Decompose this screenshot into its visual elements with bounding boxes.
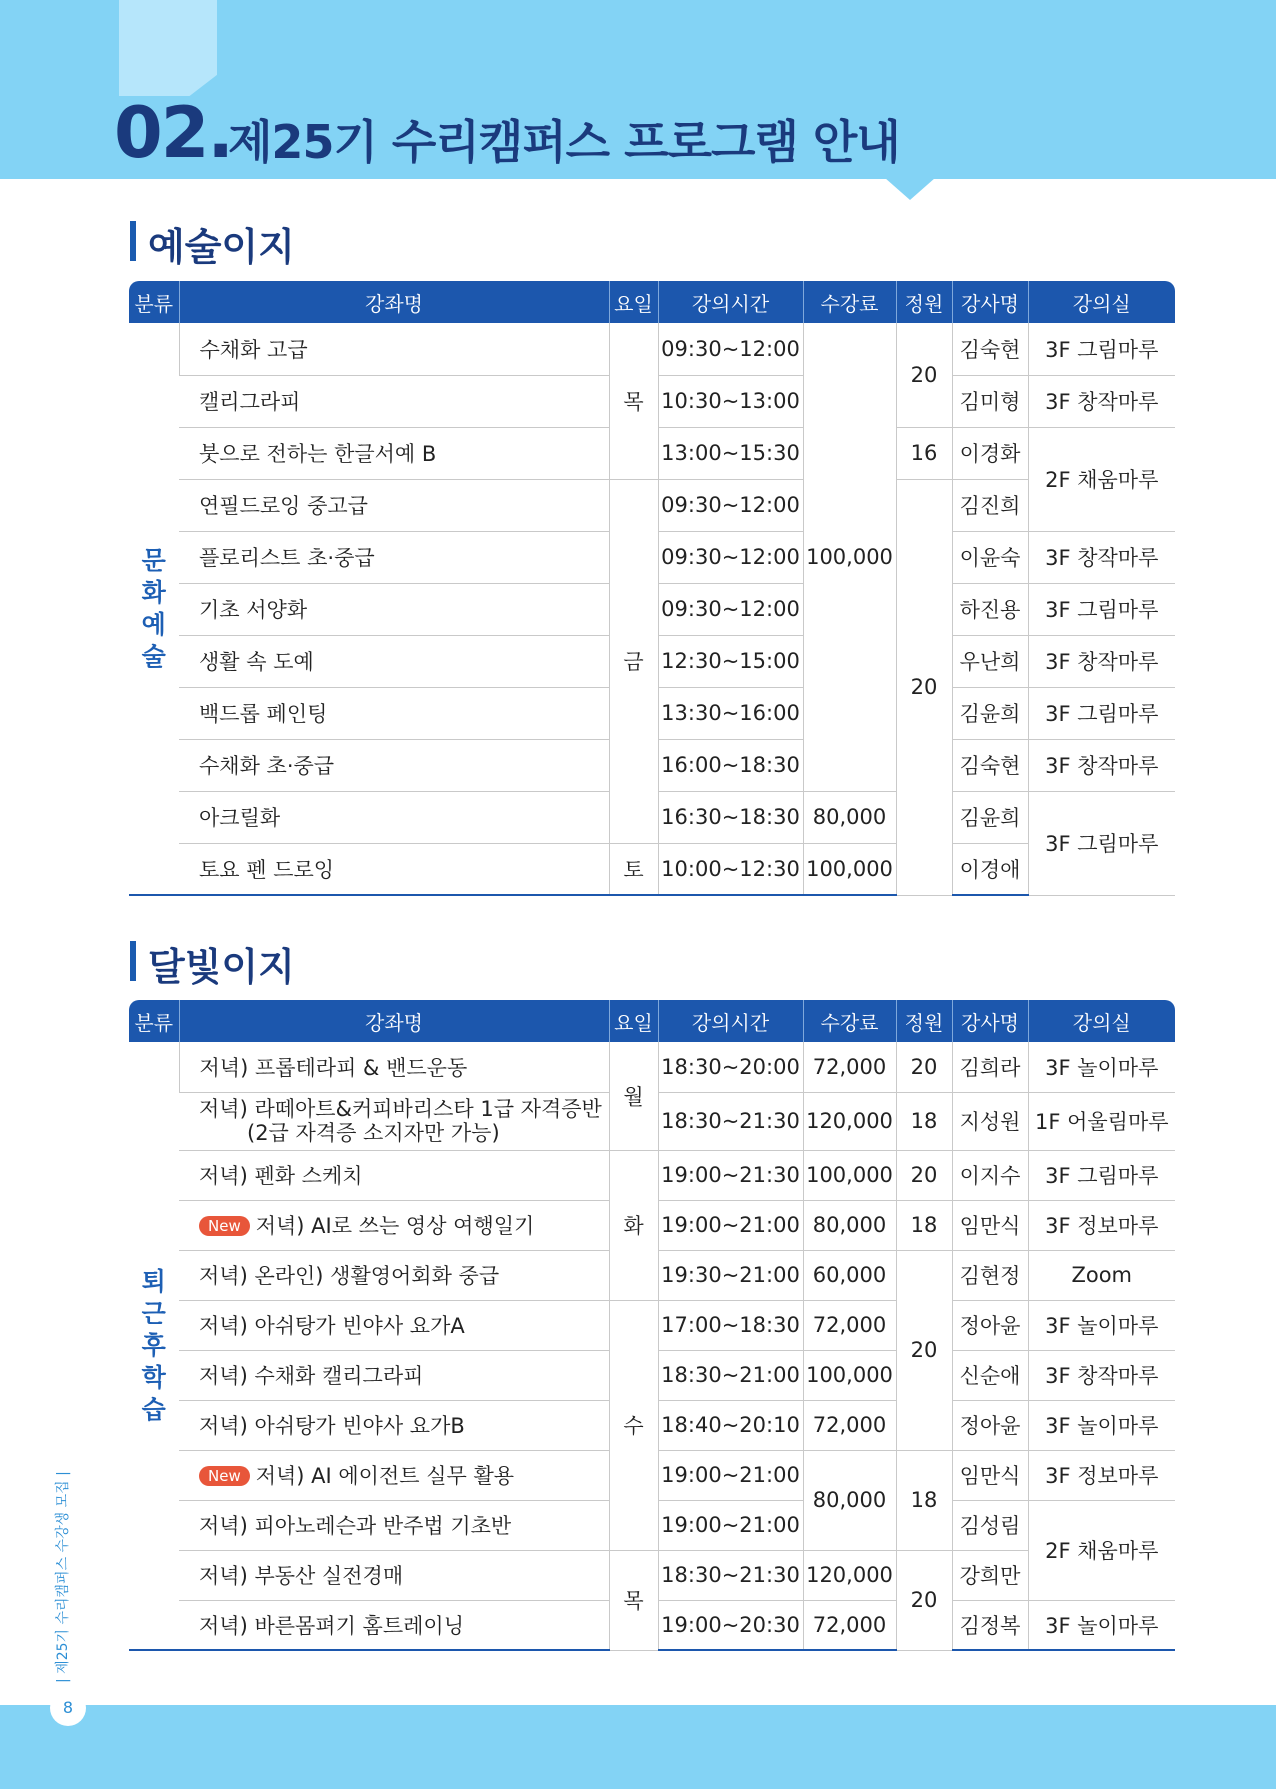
room-cell: 3F 놀이마루 xyxy=(1028,1042,1175,1092)
time-cell: 09:30~12:00 xyxy=(658,479,803,531)
room-cell: 3F 그림마루 xyxy=(1028,583,1175,635)
course-name: 저녁) 라떼아트&커피바리스타 1급 자격증반 (2급 자격증 소지자만 가능) xyxy=(179,1092,609,1150)
fee-cell: 80,000 xyxy=(803,1200,896,1250)
section-title-bar xyxy=(130,941,136,981)
new-badge: New xyxy=(199,1216,250,1236)
course-name: 저녁) 아쉬탕가 빈야사 요가A xyxy=(179,1300,609,1350)
course-name: New 저녁) AI 에이전트 실무 활용 xyxy=(179,1450,609,1500)
room-cell: 3F 그림마루 xyxy=(1028,1150,1175,1200)
capacity-cell: 16 xyxy=(896,427,952,479)
capacity-cell: 20 xyxy=(896,1042,952,1092)
fee-cell: 72,000 xyxy=(803,1300,896,1350)
table-header-row xyxy=(129,1000,1175,1042)
time-cell: 19:00~20:30 xyxy=(658,1600,803,1650)
course-name: 기초 서양화 xyxy=(179,583,609,635)
time-cell: 09:30~12:00 xyxy=(658,323,803,375)
teacher-cell: 김진희 xyxy=(952,479,1028,531)
course-name: 토요 펜 드로잉 xyxy=(179,843,609,895)
course-name: 저녁) 펜화 스케치 xyxy=(179,1150,609,1200)
table-row xyxy=(129,1550,1175,1600)
table-header-row xyxy=(129,281,1175,323)
col-header-day: 요일 xyxy=(609,281,658,323)
course-name: 백드롭 페인팅 xyxy=(179,687,609,739)
capacity-cell: 18 xyxy=(896,1200,952,1250)
evening-program-table xyxy=(129,1000,1175,1651)
time-cell: 19:30~21:00 xyxy=(658,1250,803,1300)
table-row xyxy=(129,843,1175,895)
col-header-fee: 수강료 xyxy=(803,281,896,323)
day-cell: 수 xyxy=(609,1300,658,1550)
time-cell: 12:30~15:00 xyxy=(658,635,803,687)
category-cell: 문 화 예 술 xyxy=(129,323,179,895)
teacher-cell: 우난희 xyxy=(952,635,1028,687)
fee-cell: 60,000 xyxy=(803,1250,896,1300)
time-cell: 19:00~21:00 xyxy=(658,1500,803,1550)
day-cell: 토 xyxy=(609,843,658,895)
teacher-cell: 이윤숙 xyxy=(952,531,1028,583)
fee-cell: 100,000 xyxy=(803,1150,896,1200)
course-name: 생활 속 도예 xyxy=(179,635,609,687)
table-row xyxy=(129,323,1175,375)
course-name: 수채화 고급 xyxy=(179,323,609,375)
teacher-cell: 임만식 xyxy=(952,1450,1028,1500)
section-number: 02. xyxy=(114,92,233,174)
room-cell: 3F 창작마루 xyxy=(1028,1350,1175,1400)
room-cell: Zoom xyxy=(1028,1250,1175,1300)
room-cell: 2F 채움마루 xyxy=(1028,1500,1175,1600)
time-cell: 13:30~16:00 xyxy=(658,687,803,739)
room-cell: 3F 창작마루 xyxy=(1028,375,1175,427)
fee-cell: 100,000 xyxy=(803,843,896,895)
col-header-room: 강의실 xyxy=(1028,1000,1175,1042)
col-header-time: 강의시간 xyxy=(658,1000,803,1042)
day-cell: 금 xyxy=(609,479,658,843)
teacher-cell: 김정복 xyxy=(952,1600,1028,1650)
teacher-cell: 이지수 xyxy=(952,1150,1028,1200)
teacher-cell: 지성원 xyxy=(952,1092,1028,1150)
section-title-bar xyxy=(130,221,136,261)
room-cell: 3F 창작마루 xyxy=(1028,635,1175,687)
section-title-evening: 달빛이지 xyxy=(148,945,295,989)
capacity-cell: 20 xyxy=(896,1550,952,1650)
room-cell: 3F 그림마루 xyxy=(1028,687,1175,739)
fee-cell: 100,000 xyxy=(803,323,896,791)
time-cell: 18:30~21:30 xyxy=(658,1550,803,1600)
time-cell: 18:40~20:10 xyxy=(658,1400,803,1450)
col-header-category: 분류 xyxy=(129,281,179,323)
time-cell: 10:00~12:30 xyxy=(658,843,803,895)
course-name: 저녁) 아쉬탕가 빈야사 요가B xyxy=(179,1400,609,1450)
fee-cell: 72,000 xyxy=(803,1400,896,1450)
teacher-cell: 김성림 xyxy=(952,1500,1028,1550)
teacher-cell: 신순애 xyxy=(952,1350,1028,1400)
teacher-cell: 김윤희 xyxy=(952,791,1028,843)
room-cell: 3F 놀이마루 xyxy=(1028,1600,1175,1650)
capacity-cell: 20 xyxy=(896,1150,952,1200)
col-header-time: 강의시간 xyxy=(658,281,803,323)
capacity-cell: 20 xyxy=(896,1250,952,1450)
room-cell: 3F 그림마루 xyxy=(1028,791,1175,895)
time-cell: 18:30~21:00 xyxy=(658,1350,803,1400)
time-cell: 09:30~12:00 xyxy=(658,531,803,583)
new-badge: New xyxy=(199,1466,250,1486)
room-cell: 3F 창작마루 xyxy=(1028,531,1175,583)
page-number: 8 xyxy=(50,1690,86,1726)
course-name: 저녁) 프롭테라피 & 밴드운동 xyxy=(179,1042,609,1092)
room-cell: 1F 어울림마루 xyxy=(1028,1092,1175,1150)
section-title-art: 예술이지 xyxy=(148,225,295,269)
course-name: 캘리그라피 xyxy=(179,375,609,427)
time-cell: 19:00~21:00 xyxy=(658,1450,803,1500)
teacher-cell: 강희만 xyxy=(952,1550,1028,1600)
fee-cell: 80,000 xyxy=(803,1450,896,1550)
capacity-cell: 20 xyxy=(896,479,952,895)
course-note: (2급 자격증 소지자만 가능) xyxy=(247,1121,500,1145)
room-cell: 2F 채움마루 xyxy=(1028,427,1175,531)
time-cell: 19:00~21:30 xyxy=(658,1150,803,1200)
side-caption: | 제25기 수리캠퍼스 수강생 모집 | xyxy=(55,1471,71,1683)
day-cell: 목 xyxy=(609,1550,658,1650)
course-name: 연필드로잉 중고급 xyxy=(179,479,609,531)
teacher-cell: 정아윤 xyxy=(952,1300,1028,1350)
fee-cell: 80,000 xyxy=(803,791,896,843)
time-cell: 09:30~12:00 xyxy=(658,583,803,635)
col-header-teacher: 강사명 xyxy=(952,1000,1028,1042)
teacher-cell: 이경애 xyxy=(952,843,1028,895)
col-header-room: 강의실 xyxy=(1028,281,1175,323)
header-notch xyxy=(885,178,935,200)
footer-band xyxy=(0,1705,1276,1789)
room-cell: 3F 창작마루 xyxy=(1028,739,1175,791)
room-cell: 3F 그림마루 xyxy=(1028,323,1175,375)
fee-cell: 120,000 xyxy=(803,1550,896,1600)
day-cell: 목 xyxy=(609,323,658,479)
teacher-cell: 김숙현 xyxy=(952,739,1028,791)
fee-cell: 120,000 xyxy=(803,1092,896,1150)
course-name: 붓으로 전하는 한글서예 B xyxy=(179,427,609,479)
room-cell: 3F 정보마루 xyxy=(1028,1450,1175,1500)
col-header-capacity: 정원 xyxy=(896,281,952,323)
course-name: 수채화 초·중급 xyxy=(179,739,609,791)
col-header-course: 강좌명 xyxy=(179,1000,609,1042)
col-header-day: 요일 xyxy=(609,1000,658,1042)
time-cell: 18:30~20:00 xyxy=(658,1042,803,1092)
time-cell: 17:00~18:30 xyxy=(658,1300,803,1350)
room-cell: 3F 놀이마루 xyxy=(1028,1300,1175,1350)
time-cell: 16:30~18:30 xyxy=(658,791,803,843)
fee-cell: 72,000 xyxy=(803,1600,896,1650)
time-cell: 19:00~21:00 xyxy=(658,1200,803,1250)
teacher-cell: 정아윤 xyxy=(952,1400,1028,1450)
fee-cell: 72,000 xyxy=(803,1042,896,1092)
capacity-cell: 18 xyxy=(896,1092,952,1150)
teacher-cell: 김숙현 xyxy=(952,323,1028,375)
day-cell: 월 xyxy=(609,1042,658,1150)
category-cell: 퇴 근 후 학 습 xyxy=(129,1042,179,1650)
course-name: 저녁) 피아노레슨과 반주법 기초반 xyxy=(179,1500,609,1550)
day-cell: 화 xyxy=(609,1150,658,1300)
room-cell: 3F 정보마루 xyxy=(1028,1200,1175,1250)
time-cell: 18:30~21:30 xyxy=(658,1092,803,1150)
teacher-cell: 김미형 xyxy=(952,375,1028,427)
col-header-fee: 수강료 xyxy=(803,1000,896,1042)
capacity-cell: 18 xyxy=(896,1450,952,1550)
header-flag-tab xyxy=(119,0,217,96)
course-name: 아크릴화 xyxy=(179,791,609,843)
table-row xyxy=(129,479,1175,531)
fee-cell: 100,000 xyxy=(803,1350,896,1400)
page-title: 제25기 수리캠퍼스 프로그램 안내 xyxy=(228,115,900,169)
course-name: 저녁) 부동산 실전경매 xyxy=(179,1550,609,1600)
teacher-cell: 임만식 xyxy=(952,1200,1028,1250)
time-cell: 16:00~18:30 xyxy=(658,739,803,791)
table-row xyxy=(129,1150,1175,1200)
course-name: New 저녁) AI로 쓰는 영상 여행일기 xyxy=(179,1200,609,1250)
teacher-cell: 김현정 xyxy=(952,1250,1028,1300)
course-name: 저녁) 수채화 캘리그라피 xyxy=(179,1350,609,1400)
room-cell: 3F 놀이마루 xyxy=(1028,1400,1175,1450)
col-header-teacher: 강사명 xyxy=(952,281,1028,323)
course-name: 저녁) 온라인) 생활영어회화 중급 xyxy=(179,1250,609,1300)
capacity-cell: 20 xyxy=(896,323,952,427)
time-cell: 13:00~15:30 xyxy=(658,427,803,479)
time-cell: 10:30~13:00 xyxy=(658,375,803,427)
course-name: 저녁) 바른몸펴기 홈트레이닝 xyxy=(179,1600,609,1650)
teacher-cell: 김윤희 xyxy=(952,687,1028,739)
teacher-cell: 하진용 xyxy=(952,583,1028,635)
art-program-table xyxy=(129,281,1175,896)
table-row xyxy=(129,1300,1175,1350)
teacher-cell: 이경화 xyxy=(952,427,1028,479)
table-row xyxy=(129,1042,1175,1092)
col-header-capacity: 정원 xyxy=(896,1000,952,1042)
course-name: 플로리스트 초·중급 xyxy=(179,531,609,583)
col-header-course: 강좌명 xyxy=(179,281,609,323)
col-header-category: 분류 xyxy=(129,1000,179,1042)
teacher-cell: 김희라 xyxy=(952,1042,1028,1092)
